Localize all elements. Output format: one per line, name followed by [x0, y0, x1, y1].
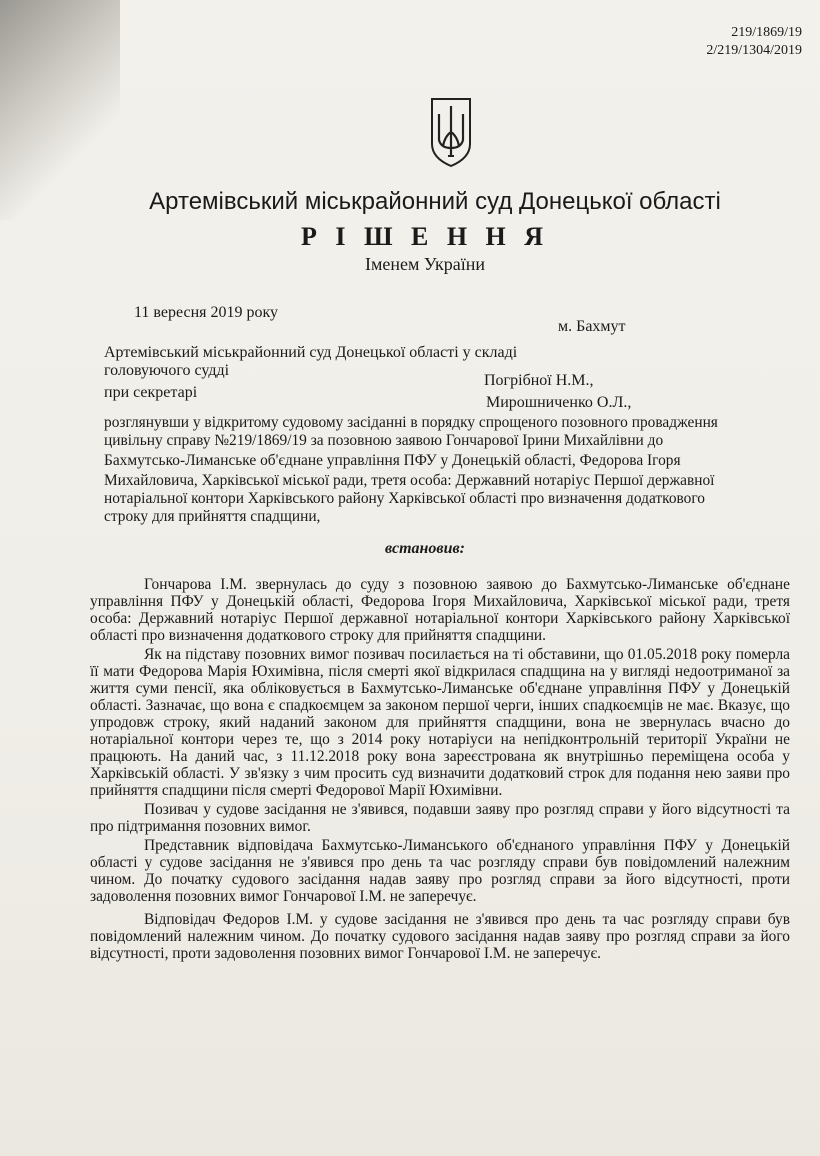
composition-line: головуючого судді	[104, 362, 230, 379]
decision-date: 11 вересня 2019 року	[134, 304, 279, 321]
paragraph: Як на підставу позовних вимог позивач посилається на ті обставини, що 01.05.2018 року померла її мати Федорова Марія Юхимівна, після смерті якої відкрилася спадщина на у вигляді недоотриманої за життя суми пенсії, яка обліковується в Бахмутсько-Лиманське об'єднане управління ПФУ у Донецькій області. Зазначає, що вона є спадкоємцем за законом першої черги, інших спадкоємців не має. Вказує, що упродовж строку, який наданий законом для прийняття спадщини, вона не звернулась вчасно до нотаріальної контори через те, що з 2014 року нотаріуси на непідконтрольній території України не працюють. На даний час, з 11.12.2018 року вона зареєстрована як внутрішньо переміщена особа у Харківській області. У зв'язку з чим просить суд визначити додатковий строк для подання нею заяви про прийняття спадщини після смерті Федорової Марії Юхимівни.	[90, 646, 790, 799]
intro-line: розглянувши у відкритому судовому засіданні в порядку спрощеного позовного провадження	[104, 414, 718, 431]
paragraph: Гончарова І.М. звернулась до суду з позовною заявою до Бахмутсько-Лиманське об'єднане управління ПФУ у Донецькій області, Федорова Ігоря Михайловича, Харківської міської ради, третя особа: Державний нотаріус Першої державної нотаріальної контори Харківського району Харківської області про визначення додаткового строку для прийняття спадщини.	[90, 576, 790, 644]
decision-title: Р І Ш Е Н Н Я	[300, 222, 550, 251]
case-number-2: 2/219/1304/2019	[706, 43, 802, 58]
intro-line: строку для прийняття спадщини,	[104, 508, 321, 525]
composition-line: Артемівський міськрайонний суд Донецької області у складі	[104, 344, 518, 361]
scan-shadow	[0, 0, 120, 220]
intro-line: цивільну справу №219/1869/19 за позовною заявою Гончарової Ірини Михайлівни до	[104, 432, 664, 449]
established-heading: встановив:	[385, 540, 465, 557]
intro-line: нотаріальної контори Харківського району Харківської області про визначення додаткового	[104, 490, 706, 507]
decision-city: м. Бахмут	[558, 318, 626, 335]
paragraph: Відповідач Федоров І.М. у судове засідання не з'явився про день та час розгляду справи був повідомлений належним чином. До початку судового засідання надав заяву про розгляд справи за його відсутності, проти задоволення позовних вимог Гончарової І.М. не заперечує.	[90, 911, 790, 962]
case-numbers	[706, 24, 802, 60]
trident-emblem-icon	[429, 96, 473, 168]
judge-name: Погрібної Н.М.,	[484, 372, 594, 389]
body-paragraphs	[90, 576, 790, 962]
composition-line: при секретарі	[104, 384, 198, 401]
secretary-name: Мирошниченко О.Л.,	[486, 394, 632, 411]
court-title: Артемівський міськрайонний суд Донецької області	[149, 188, 721, 215]
case-number-1: 219/1869/19	[731, 25, 802, 40]
paragraph: Представник відповідача Бахмутсько-Лиманського об'єднаного управління ПФУ у Донецькій області у судове засідання не з'явився про день та час розгляду справи був повідомлений належним чином. До початку судового засідання надав заяву про розгляд справи за його відсутності, проти задоволення позовних вимог Гончарової І.М. не заперечує.	[90, 837, 790, 905]
intro-line: Бахмутсько-Лиманське об'єднане управління ПФУ у Донецькій області, Федорова Ігоря	[104, 452, 681, 469]
in-name-line: Іменем України	[364, 254, 486, 274]
paragraph: Позивач у судове засідання не з'явився, подавши заяву про розгляд справи у його відсутності та про підтримання позовних вимог.	[90, 801, 790, 835]
intro-line: Михайловича, Харківської міської ради, третя особа: Державний нотаріус Першої державної	[104, 472, 715, 489]
